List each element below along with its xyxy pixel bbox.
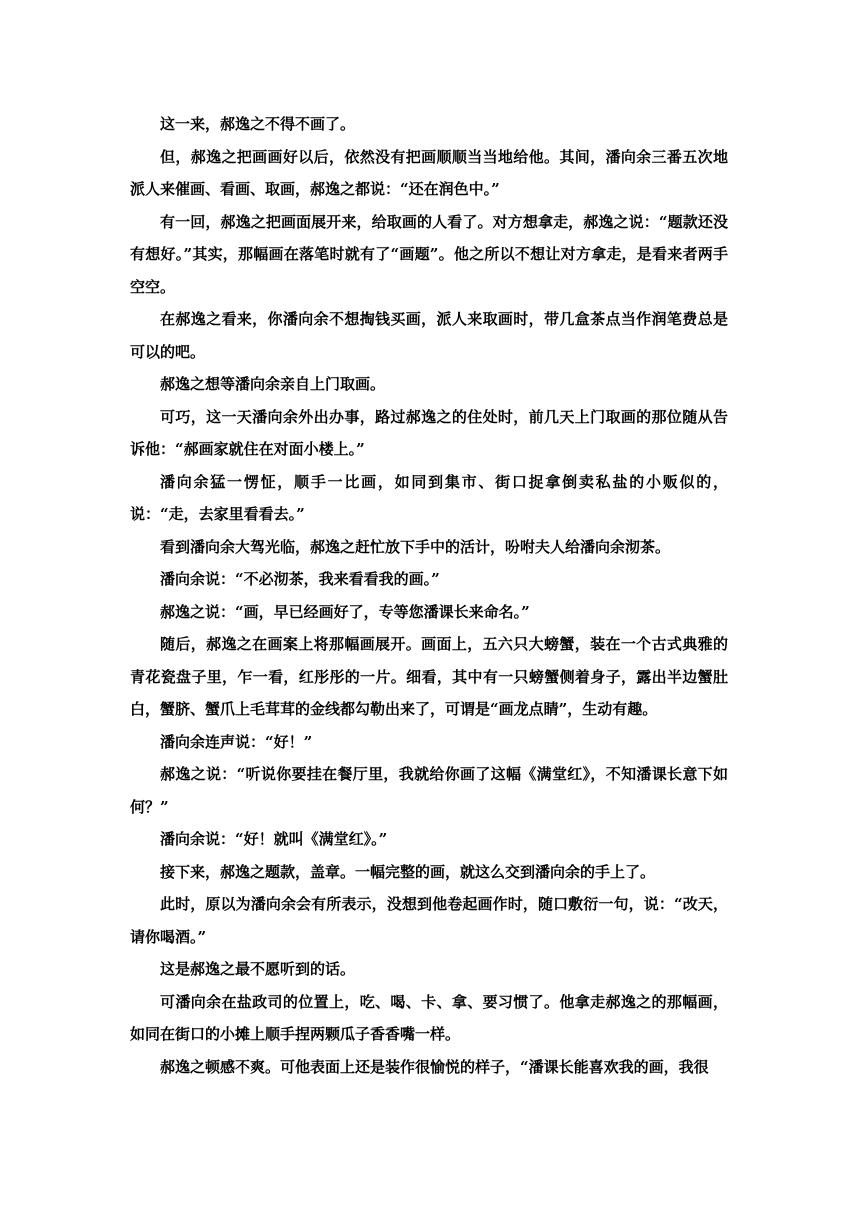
paragraph: 接下来，郝逸之题款，盖章。一幅完整的画，就这么交到潘向余的手上了。 [160,862,656,881]
paragraph: 潘向余说：“好！就叫《满堂红》。” [160,830,388,848]
paragraph: 此时，原以为潘向余会有所表示，没想到他卷起画作时，随口敷衍一句，说：“改天，请你喝酒。” [130,895,728,946]
paragraph: 在郝逸之看来，你潘向余不想掏钱买画，派人来取画时，带几盒茶点当作润笔费总是可以的吧。 [130,310,728,361]
paragraph: 有一回，郝逸之把画面展开来，给取画的人看了。对方想拿走，郝逸之说：“题款还没有想好。”其实，那幅画在落笔时就有了“画题”。他之所以不想让对方拿走，是看来者两手空空。 [130,212,728,296]
paragraph: 郝逸之顿感不爽。可他表面上还是装作很愉悦的样子，“潘课长能喜欢我的画，我很 [160,1057,709,1076]
paragraph: 但，郝逸之把画画好以后，依然没有把画顺顺当当地给他。其间，潘向余三番五次地派人来催画、看画、取画，郝逸之都说：“还在润色中。” [130,147,728,198]
paragraph: 潘向余说：“不必沏茶，我来看看我的画。” [160,570,440,588]
paragraph: 郝逸之说：“画，早已经画好了，专等您潘课长来命名。” [160,602,530,621]
paragraph: 看到潘向余大驾光临，郝逸之赶忙放下手中的活计，吩咐夫人给潘向余沏茶。 [160,537,671,556]
paragraph: 可巧，这一天潘向余外出办事，路过郝逸之的住处时，前几天上门取画的那位随从告诉他：“郝画家就住在对面小楼上。” [130,407,728,458]
story-text [130,108,728,1083]
paragraph: 潘向余猛一愣怔，顺手一比画，如同到集市、街口捉拿倒卖私盐的小贩似的，说：“走，去家里看看去。” [130,472,728,523]
paragraph: 可潘向余在盐政司的位置上，吃、喝、卡、拿、要习惯了。他拿走郝逸之的那幅画，如同在街口的小摊上顺手捏两颗瓜子香香嘴一样。 [130,992,728,1043]
paragraph: 这一来，郝逸之不得不画了。 [160,115,356,133]
paragraph: 随后，郝逸之在画案上将那幅画展开。画面上，五六只大螃蟹，装在一个古式典雅的青花瓷盘子里，乍一看，红彤彤的一片。细看，其中有一只螃蟹侧着身子，露出半边蟹肚白，蟹脐、蟹爪上毛茸茸的金线都勾勒出来了，可谓是“画龙点睛”，生动有趣。 [130,635,728,718]
paragraph: 这是郝逸之最不愿听到的话。 [160,960,356,978]
paragraph: 潘向余连声说：“好！” [160,732,313,751]
paragraph: 郝逸之想等潘向余亲自上门取画。 [160,375,386,393]
paragraph: 郝逸之说：“听说你要挂在餐厅里，我就给你画了这幅《满堂红》，不知潘课长意下如何？” [130,765,728,816]
